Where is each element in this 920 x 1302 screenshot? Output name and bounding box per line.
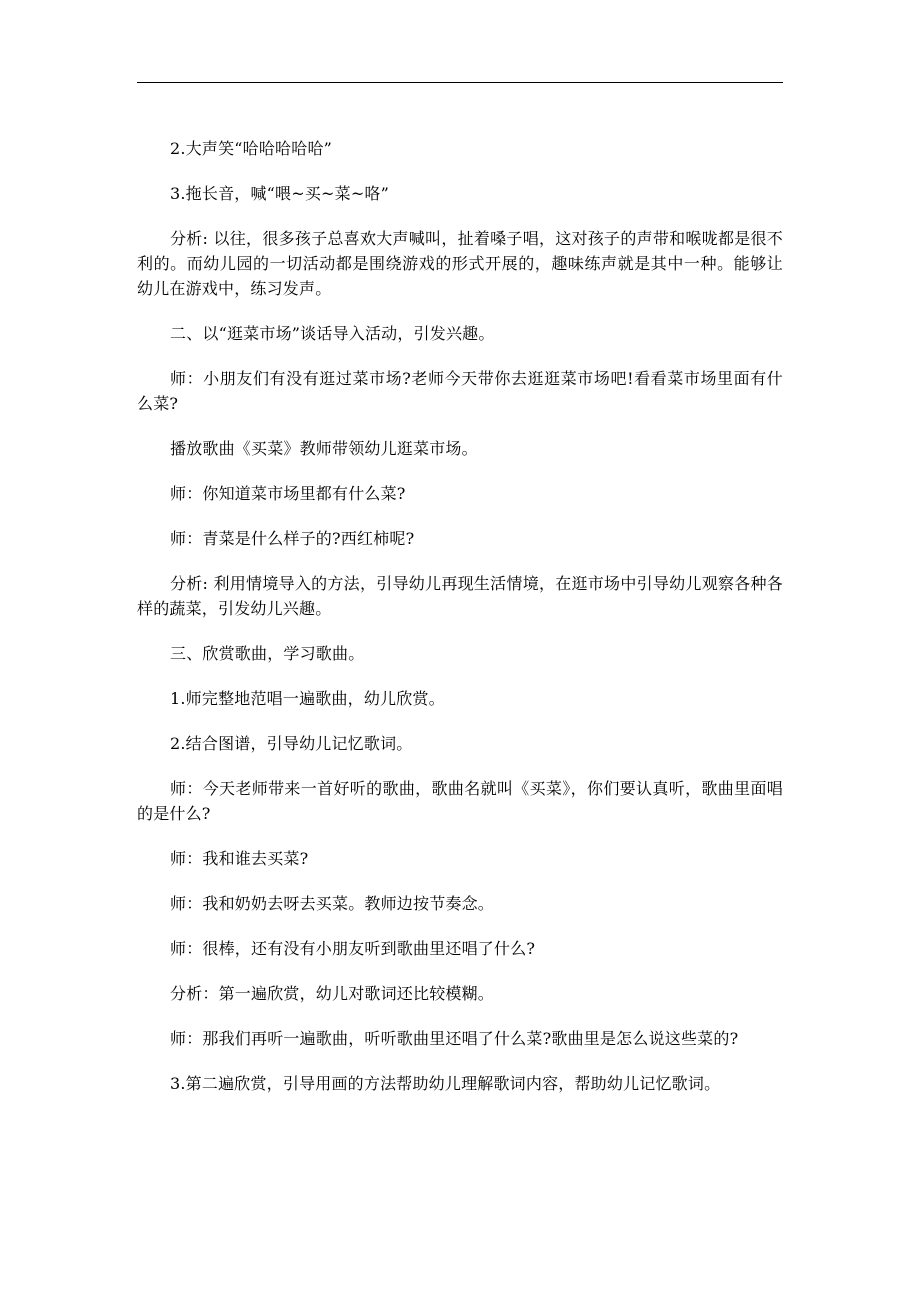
paragraph-teacher-rhythm: 师：我和奶奶去呀去买菜。教师边按节奏念。 xyxy=(170,894,495,913)
document-body xyxy=(137,136,783,1116)
paragraph-teacher-listen-again: 师：那我们再听一遍歌曲，听听歌曲里还唱了什么菜?歌曲里是怎么说这些菜的? xyxy=(170,1029,739,1048)
paragraph-analysis-context: 分析: 利用情境导入的方法，引导幼儿再现生活情境，在逛市场中引导幼儿观察各种各样的蔬菜，引发幼儿兴趣。 xyxy=(137,574,783,618)
paragraph-teacher-market: 师：小朋友们有没有逛过菜市场?老师今天带你去逛逛菜市场吧!看看菜市场里面有什么菜? xyxy=(137,369,783,413)
paragraph-step-1: 1.师完整地范唱一遍歌曲，幼儿欣赏。 xyxy=(170,689,445,708)
paragraph-step-3: 3.第二遍欣赏，引导用画的方法帮助幼儿理解歌词内容，帮助幼儿记忆歌词。 xyxy=(170,1074,721,1093)
paragraph-step-2: 2.结合图谱，引导幼儿记忆歌词。 xyxy=(170,734,413,753)
paragraph-play-song: 播放歌曲《买菜》教师带领幼儿逛菜市场。 xyxy=(170,439,478,458)
header-rule xyxy=(137,82,783,83)
paragraph-analysis-first-listen: 分析：第一遍欣赏，幼儿对歌词还比较模糊。 xyxy=(170,984,495,1003)
paragraph-analysis-voice: 分析: 以往，很多孩子总喜欢大声喊叫，扯着嗓子唱，这对孩子的声带和喉咙都是很不利的。而幼儿园的一切活动都是围绕游戏的形式开展的，趣味练声就是其中一种。能够让幼儿在游戏中，练习发声。 xyxy=(137,229,783,298)
paragraph-laugh-loudly: 2.大声笑“哈哈哈哈哈” xyxy=(170,139,333,158)
paragraph-teacher-question-2: 师：青菜是什么样子的?西红柿呢? xyxy=(170,529,415,548)
paragraph-teacher-song-intro: 师：今天老师带来一首好听的歌曲，歌曲名就叫《买菜》，你们要认真听，歌曲里面唱的是什么? xyxy=(137,779,783,823)
paragraph-long-sound: 3.拖长音，喊“喂~买~菜~咯” xyxy=(170,184,390,203)
section-heading-market-intro: 二、以“逛菜市场”谈话导入活动，引发兴趣。 xyxy=(170,324,495,343)
paragraph-teacher-question-1: 师：你知道菜市场里都有什么菜? xyxy=(170,484,406,503)
section-heading-learn-song: 三、欣赏歌曲，学习歌曲。 xyxy=(170,644,365,663)
paragraph-teacher-question-4: 师：很棒，还有没有小朋友听到歌曲里还唱了什么? xyxy=(170,939,536,958)
paragraph-teacher-question-3: 师：我和谁去买菜? xyxy=(170,849,309,868)
